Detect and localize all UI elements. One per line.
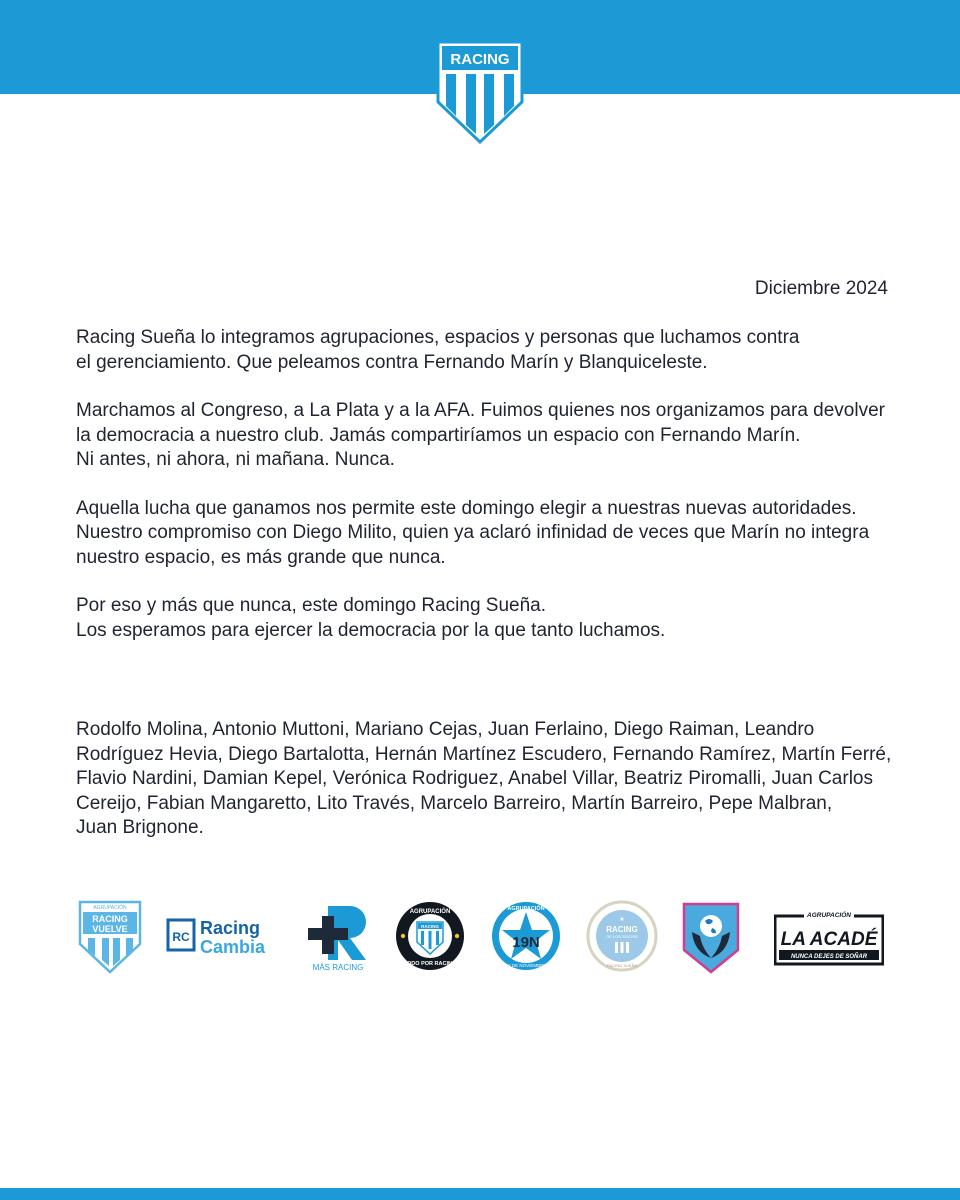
paragraph-2: Marchamos al Congreso, a La Plata y a la AFA. Fuimos quienes nos organizamos para devolver la democracia a nuestro club. Jamás compartiríamos un espacio con Fernando Marín. Ni antes, ni ahora, ni mañana. Nunca. <box>76 400 885 470</box>
vuelve-line1: RACING <box>92 914 128 924</box>
n19-center: 19N <box>512 934 540 951</box>
tpr-top: AGRUPACIÓN <box>409 909 451 915</box>
cambia-line1: Racing <box>200 918 261 938</box>
la-acade-logo <box>774 906 884 966</box>
paragraph-1: Racing Sueña lo integramos agrupaciones, espacios y personas que luchamos contra el gerenciamiento. Que peleamos contra Fernando Marín y Blanquiceleste. <box>76 327 800 373</box>
paragraph-4: Por eso y más que nunca, este domingo Racing Sueña. Los esperamos para ejercer la democracia por la que tanto luchamos. <box>76 595 666 641</box>
todo-por-racing-logo <box>394 900 466 972</box>
letter-body <box>76 326 896 667</box>
hands-globe-logo <box>682 902 740 974</box>
cambia-line2: Cambia <box>200 937 266 956</box>
n19-bottom: 19 DE NOVIEMBRE <box>505 963 547 968</box>
acade-title: LA ACADÉ <box>780 929 878 950</box>
letter-date: Diciembre 2024 <box>754 278 888 299</box>
mas-racing-logo <box>306 904 370 972</box>
n19-top: AGRUPACIÓN <box>507 906 545 912</box>
vuelve-line2: VUELVE <box>92 924 128 934</box>
socios-bottom: RACING SUEÑA <box>606 963 638 968</box>
paragraph-3: Aquella lucha que ganamos nos permite este domingo elegir a nuestras nuevas autoridades. Nuestro compromiso con Diego Milito, quien ya aclaró infinidad de veces que Marín no integra nuestro espacio, es más grande que nunca. <box>76 497 870 568</box>
tpr-bottom: TODO POR RACING <box>403 961 457 967</box>
cambia-mark: RC <box>172 930 190 944</box>
racing-vuelve-logo <box>78 900 142 974</box>
socios-line1: RACING <box>606 925 638 934</box>
bottom-banner <box>0 1188 960 1200</box>
crest-text: RACING <box>450 51 510 68</box>
racing-crest-logo <box>436 40 524 144</box>
mas-racing-caption: MÁS RACING <box>312 963 364 972</box>
tpr-center: RACING <box>421 924 439 929</box>
agrupacion-19n-logo <box>490 900 562 972</box>
acade-top: AGRUPACIÓN <box>807 912 851 919</box>
signers-list: Rodolfo Molina, Antonio Muttoni, Mariano Cejas, Juan Ferlaino, Diego Raiman, Leandro Rodríguez Hevia, Diego Bartalotta, Hernán Martínez Escudero, Fernando Ramírez, Martín Ferré, Flavio Nardini, Damian Kepel, Verónica Rodriguez, Anabel Villar, Beatriz Piromalli, Juan Carlos Cereijo, Fabian Mangaretto, Lito Través, Marcelo Barreiro, Martín Barreiro, Pepe Malbran, Juan Brignone. <box>76 719 892 838</box>
svg-text:★: ★ <box>619 916 625 923</box>
vuelve-top: AGRUPACIÓN <box>93 905 127 911</box>
racing-socios-logo <box>586 900 658 972</box>
acade-tagline: NUNCA DEJES DE SOÑAR <box>790 954 868 960</box>
socios-line2: DE LOS SOCIOS <box>606 934 638 939</box>
racing-cambia-logo <box>166 916 284 956</box>
